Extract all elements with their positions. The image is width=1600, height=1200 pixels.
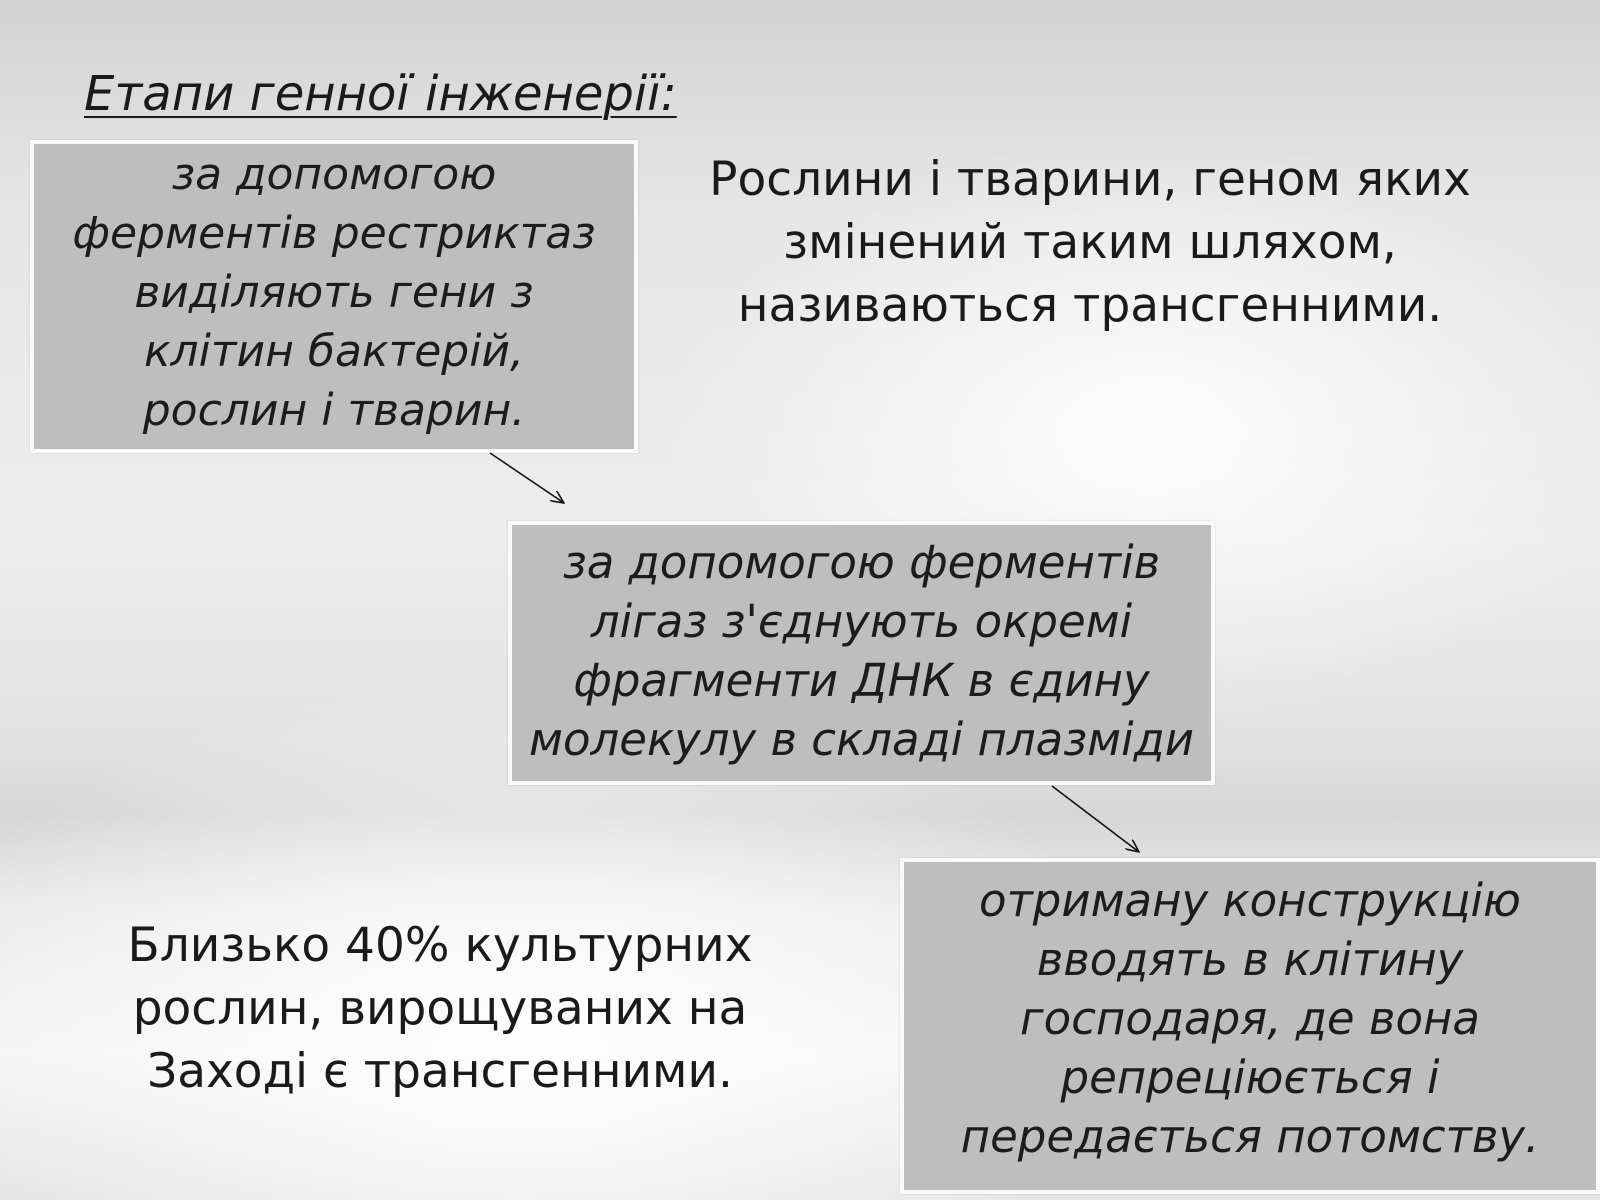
step-1-box (30, 140, 638, 453)
step-3-line: репреціюється і (1060, 1050, 1440, 1104)
step-2-text (529, 533, 1194, 769)
step-3-line: вводять в клітину (1036, 932, 1464, 986)
step-3-line: господаря, де вона (1020, 991, 1480, 1045)
step-2-line: молекулу в складі плазміди (529, 713, 1194, 766)
note-line: змінений таким шляхом, (783, 215, 1397, 270)
arrow-step2-to-step3 (1052, 786, 1139, 852)
step-1-line: ферментів рестриктаз (72, 208, 596, 259)
step-1-line: клітин бактерій, (143, 326, 524, 377)
note-line: Заході є трансгенними. (147, 1044, 733, 1099)
step-3-box (900, 858, 1600, 1194)
step-1-line: виділяють гени з (134, 267, 534, 318)
slide-title: Етапи генної інженерії: (84, 66, 677, 122)
step-1-text (72, 145, 595, 440)
step-3-line: отриману конструкцію (979, 873, 1521, 927)
note-line: Рослини і тварини, геном яких (709, 152, 1471, 207)
transgenic-definition-note (690, 148, 1490, 337)
note-line: називаються трансгенними. (737, 278, 1443, 333)
note-line: Близько 40% культурних (127, 918, 753, 973)
arrow-step1-to-step2 (490, 453, 564, 503)
step-2-line: лігаз з'єднують окремі (590, 595, 1133, 648)
statistic-note (90, 914, 790, 1103)
note-line: рослин, вирощуваних на (132, 981, 748, 1036)
step-2-line: фрагменти ДНК в єдину (573, 654, 1150, 707)
step-1-line: рослин і тварин. (142, 385, 526, 436)
step-3-text (961, 871, 1540, 1166)
step-2-box (508, 521, 1215, 785)
step-2-line: за допомогою ферментів (562, 536, 1161, 589)
step-3-line: передається потомству. (960, 1109, 1540, 1163)
step-1-line: за допомогою (171, 149, 497, 200)
